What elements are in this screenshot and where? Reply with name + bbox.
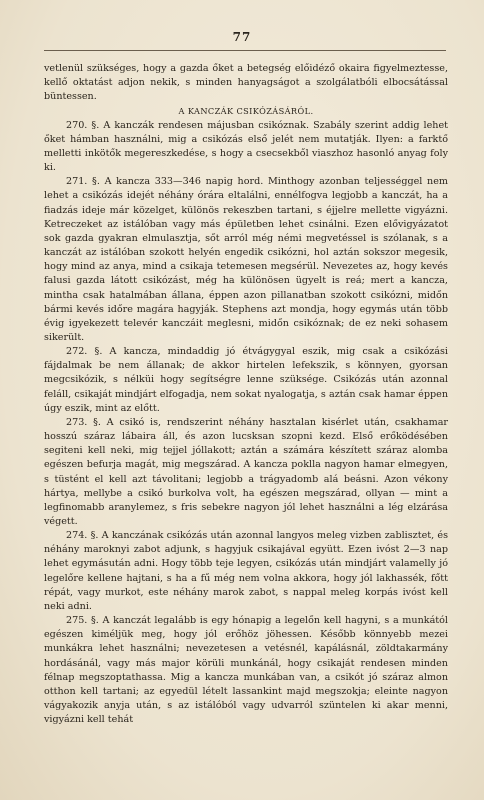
paragraph-271: 271. §. A kancza 333—346 napig hord. Minthogy azonban teljességgel nem lehet a csikózás idejét néhány órára eltalálni, ennélfogva legjobb a kanczát, ha a fiadzás ideje már közelget, különös rekeszben tartani, s éjjelre mellette vigyázni. Ketreczeket az istálóban vagy más épületben lehet csinálni. Ezen elővigyázatot sok gazda gyakran elmulasztja, sőt arról még némi megvetéssel is szólanak, s a kanczát az istálóban szokott helyén engedik csikózni, hol aztán sokszor megesik, hogy mind az anya, mind a csikaja tetemesen megsérül. Nevezetes az, hogy kevés falusi gazda látott csikózást, még ha különösen ügyelt is reá; mert a kancza, mintha csak hatalmában állana, éppen azon pillanatban szokott csikózni, midőn bármi kevés időre magára hagyják. Stephens azt mondja, hogy egymás után több évig igyekezett televér kanczáit meglesni, midőn csikóznak; de ez neki sohasem sikerült.: [44, 176, 448, 343]
page-body: [44, 62, 448, 727]
paragraph-272: 272. §. A kancza, mindaddig jó étvágygyal eszik, mig csak a csikózási fájdalmak be nem állanak; de akkor hirtelen lefekszik, s könnyen, gyorsan megcsikózik, s nélküi hogy segítségre lenne szüksége. Csikózás után azonnal feláll, csikaját mindjárt elfogadja, nem sokat nyalogatja, s aztán csak hamar éppen úgy eszik, mint az előtt.: [44, 346, 448, 414]
paragraph-270: 270. §. A kanczák rendesen májusban csikóznak. Szabály szerint addig lehet őket hámban használni, mig a csikózás első jelét nem mutatják. Ilyen: a farktő melletti inkötők megereszkedése, s hogy a csecsekből viaszhoz hasonló anyag foly ki.: [44, 119, 448, 174]
paragraph-273: 273. §. A csikó is, rendszerint néhány hasztalan kisérlet után, csakhamar hosszú száraz lábaira áll, és azon lucsksan szopni kezd. Első erőködésében segiteni kell neki, mig tejjel jóllakott; aztán a számára készített száraz alomba egészen befurja magát, mig megszárad. A kancza poklla nagyon hamar elmegyen, s tüstént el kell azt távolitani; legjobb a trágyadomb alá beásni. Azon vékony hártya, mellybe a csikó burkolva volt, ha egészen megszárad, ollyan — mint a legfinomabb aranylemez, s fris sebekre nagyon jól lehet használni a lég elzárása végett.: [44, 416, 448, 527]
paragraph-274: 274. §. A kanczának csikózás után azonnal langyos meleg vizben zablisztet, és néhány maroknyi zabot adjunk, s hagyjuk csikajával együtt. Ezen ivóst 2—3 nap lehet egymásután adni. Hogy több teje legyen, csikózás után mindjárt valamelly jó legelőre kellene hajtani, s ha a fű még nem volna akkora, hogy jól lakhassék, főtt répát, vagy murkot, este néhány marok zabot, s nappal meleg korpás ivóst kell neki adni.: [44, 530, 448, 612]
header-rule: [44, 50, 446, 51]
section-heading: A KANCZÁK CSIKÓZÁSÁRÓL.: [178, 106, 314, 117]
page-number: 77: [232, 30, 252, 44]
paragraph-275: 275. §. A kanczát legalább is egy hónapig a legelőn kell hagyni, s a munkától egészen kiméljük meg, hogy jól erőhöz jöhessen. Később könnyebb mezei munkákra lehet használni; nevezetesen a vetésnél, kapálásnál, zöldtakarmány hordásánál, vagy más major körüli munkánál, hogy csikaját rendesen minden félnap megszoptathassa. Mig a kancza munkában van, a csikót jó száraz almon otthon kell tartani; az egyedül lételt lassankint majd megszokja; eleinte nagyon vágyakozik anyja után, s az istálóból vagy udvarról szüntelen ki akar menni, vigyázni kell tehát: [44, 615, 448, 726]
paragraph-continued: vetlenül szükséges, hogy a gazda őket a betegség előidéző okaira figyelmeztesse, kellő oktatást adjon nekik, s minden hanyagságot a szolgálatbóli elbocsátással büntessen.: [44, 63, 448, 103]
